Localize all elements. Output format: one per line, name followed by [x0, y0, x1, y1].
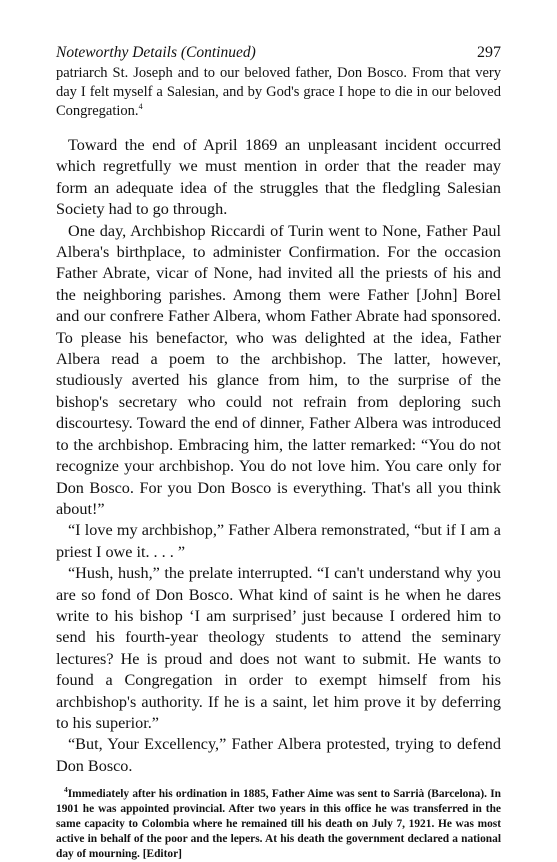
- running-title: Noteworthy Details (Continued): [56, 44, 256, 61]
- page-header: [56, 44, 501, 62]
- body-paragraph: Toward the end of April 1869 an unpleasant incident occurred which regretfully we must mention in order that the reader may form an adequate idea of the struggles that the fledgling Salesian Society had to go through.: [56, 136, 501, 219]
- continued-paragraph-text: patriarch St. Joseph and to our beloved father, Don Bosco. From that very day I felt myself a Salesian, and by God's grace I hope to die in our beloved Congregation.: [56, 65, 501, 119]
- body-paragraph: “But, Your Excellency,” Father Albera protested, trying to defend Don Bosco.: [56, 735, 501, 775]
- footnote-reference: 4: [138, 102, 143, 112]
- footnote: [56, 787, 501, 862]
- body-paragraph: One day, Archbishop Riccardi of Turin went to None, Father Paul Albera's birthplace, to administer Confirmation. For the occasion Father Abrate, vicar of None, had invited all the priests of his and the neighboring parishes. Among them were Father [John] Borel and our confrere Father Albera, whom Father Abrate had sponsored. To please his benefactor, who was delighted at the idea, Father Albera read a poem to the archbishop. The latter, however, studiously averted his glance from him, to the surprise of the bishop's secretary who could not refrain from deploring such discourtesy. Toward the end of dinner, Father Albera was introduced to the archbishop. Embracing him, the latter remarked: “You do not recognize your archbishop. You do not love him. You care only for Don Bosco. For you Don Bosco is everything. That's all you think about!”: [56, 221, 501, 518]
- page-number: 297: [477, 44, 501, 61]
- footnote-text: Immediately after his ordination in 1885, Father Aime was sent to Sarrià (Barcelona). In 1901 he was appointed provincial. After two years in this office he was transferred in the same capacity to Colombia where he remained till his death on July 7, 1921. He was most active in behalf of the poor and the lepers. At his death the government declared a national day of mourning. [Editor]: [56, 788, 501, 861]
- footnote-mark: 4: [64, 785, 68, 795]
- body-paragraph: “Hush, hush,” the prelate interrupted. “I can't understand why you are so fond of Don Bosco. What kind of saint is he when he dares write to his bishop ‘I am surprised’ just because I ordered him to send his fourth-year theology students to attend the seminary lectures? He is proud and does not want to submit. He wants to found a Congregation in order to exempt himself from his archbishop's authority. If he is a saint, let him prove it by deferring to his superior.”: [56, 564, 501, 732]
- body-paragraph: “I love my archbishop,” Father Albera remonstrated, “but if I am a priest I owe it. . . . ”: [56, 521, 501, 561]
- book-page: [56, 44, 501, 862]
- continued-paragraph: [56, 64, 501, 121]
